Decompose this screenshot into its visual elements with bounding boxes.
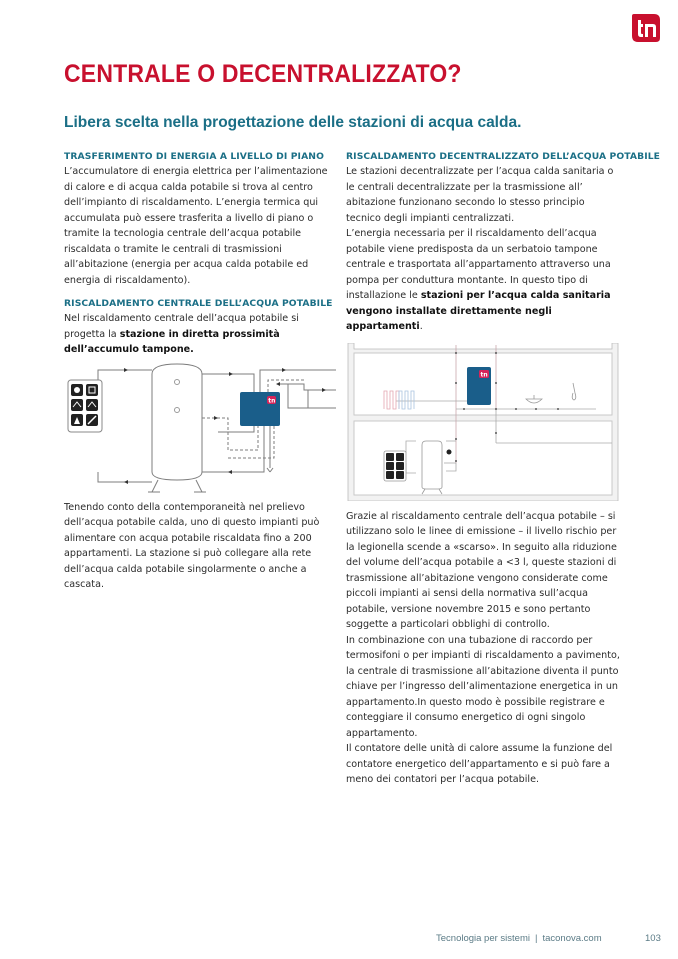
body-text: Nel riscaldamento centrale dell’acqua potabile si progetta la — [64, 313, 299, 340]
page-title: CENTRALE O DECENTRALIZZATO? — [64, 60, 462, 88]
footer-website-link[interactable]: taconova.com — [542, 933, 602, 944]
section-body: Tenendo conto della contemporaneità nel prelievo dell’acqua potabile calda, uno di questo impianti può alimentare con acqua potabile riscaldata fino a 200 appartamenti. La stazione si può collegare alla rete dell’acqua calda potabile singolarmente o anche a cascata. — [64, 501, 320, 590]
footer-separator: | — [535, 933, 538, 944]
left-column — [64, 150, 336, 593]
apartment-water-station — [467, 367, 491, 405]
svg-text:tn: tn — [268, 397, 276, 404]
body-bold-text: stazioni per l’acqua calda sanitaria vengono installate direttamente negli appartamenti — [346, 290, 611, 332]
section-heading: TRASFERIMENTO DI ENERGIA A LIVELLO DI PIANO — [64, 151, 324, 162]
heat-source-panel — [68, 380, 102, 432]
section-heading: RISCALDAMENTO DECENTRALIZZATO DELL’ACQUA POTABILE — [346, 151, 661, 162]
body-bold-text: stazione in diretta prossimità dell’accumulo tampone. — [64, 328, 280, 355]
section-body: L’accumulatore di energia elettrica per l’alimentazione di calore e di acqua calda potabile si trova al centro dell’impianto di riscaldamento. L’energia termica qui accumulata può essere trasferita a livello di piano o tramite la tecnologia centrale dell’acqua potabile riscaldata o tramite le centrali di trasmissioni all’abitazione (energia per acqua calda potabile ed energia di riscaldamento). — [64, 166, 328, 286]
footer — [436, 933, 602, 944]
page-subtitle: Libera scelta nella progettazione delle stazioni di acqua calda. — [64, 114, 522, 131]
footer-tagline: Tecnologia per sistemi — [436, 933, 530, 944]
decentralized-heating-diagram — [346, 343, 622, 501]
section-body: Il contatore delle unità di calore assume la funzione del contatore energetico dell’appartamento e si può fare a meno dei contatori per l’acqua potabile. — [346, 743, 613, 785]
body-text: . — [419, 321, 423, 332]
section-body: In combinazione con una tubazione di raccordo per termosifoni o per impianti di riscaldamento a pavimento, la centrale di trasmissione all’abitazione diventa il punto chiave per l’ingresso dell’alimentazione energetica in un appartamento.In questo modo è possibile registrare e conteggiare il consumo energetico di ogni singolo appartamento. — [346, 634, 620, 739]
svg-text:tn: tn — [480, 371, 488, 378]
right-column — [346, 150, 661, 788]
section-body — [346, 226, 622, 335]
body-text: L’energia necessaria per il riscaldamento dell’acqua potabile viene predisposta da un serbatoio tampone centrale e trasportata all’appartamento attraverso una pompa per conduttura montante. In questo tipo di installazione le — [346, 228, 611, 301]
section-body: Grazie al riscaldamento centrale dell’acqua potabile – si utilizzano solo le linee di emissione – il livello rischio per la legionella scende a «scarso». In seguito alla riduzione del volume dell’acqua potabile a <3 l, queste stazioni di trasmissione all’abitazione vengono considerate come piccoli impianti ai sensi della normativa sull’acqua potabile, versione novembre 2015 e sono pertanto soggette a particolari obblighi di controllo. — [346, 510, 617, 630]
section-heading: RISCALDAMENTO CENTRALE DELL’ACQUA POTABILE — [64, 298, 333, 309]
section-body — [64, 311, 336, 358]
water-station — [240, 392, 280, 426]
logo-icon — [630, 12, 662, 44]
central-heating-diagram — [64, 362, 336, 494]
taconova-logo — [630, 12, 662, 44]
page-number: 103 — [645, 933, 661, 944]
section-body: Le stazioni decentralizzate per l’acqua calda sanitaria o le centrali decentralizzate per la trasmissione all’ abitazione funzionano secondo lo stesso principio tecnico degli impianti centralizzati. — [346, 166, 614, 224]
